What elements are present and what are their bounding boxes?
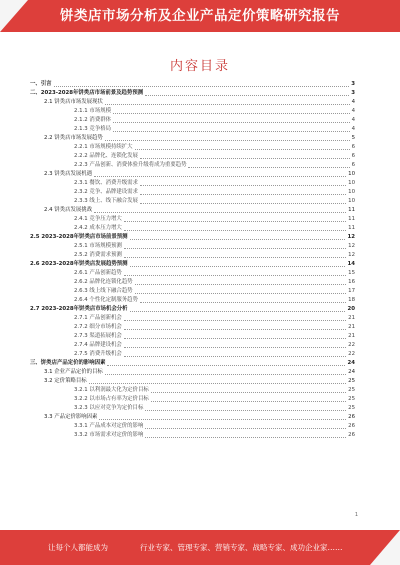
toc-entry-page: 20 — [347, 306, 355, 312]
toc-entry-label: 3.2.1 以利润最大化为定价目标 — [74, 387, 149, 393]
toc-entry[interactable] — [30, 215, 355, 224]
toc-entry-label: 2.6.1 产品创新趋势 — [74, 270, 122, 276]
toc-leader-dots — [124, 256, 346, 258]
toc-entry[interactable] — [30, 170, 355, 179]
toc-entry-label: 2.1.1 市场规模 — [74, 108, 111, 114]
toc-entry[interactable] — [30, 260, 355, 269]
toc-entry[interactable] — [30, 224, 355, 233]
toc-leader-dots — [113, 130, 350, 132]
toc-entry-page: 4 — [351, 99, 355, 105]
toc-leader-dots — [188, 166, 349, 168]
toc-entry-page: 25 — [348, 387, 355, 393]
toc-entry-label: 2.1.3 竞争格局 — [74, 126, 111, 132]
toc-entry-label: 3.1 企业产品定价的目标 — [44, 369, 103, 375]
toc-leader-dots — [140, 184, 346, 186]
toc-entry-label: 2.7.5 消费升级机会 — [74, 351, 122, 357]
toc-entry[interactable] — [30, 233, 355, 242]
toc-entry[interactable] — [30, 368, 355, 377]
toc-leader-dots — [54, 85, 350, 87]
toc-entry-label: 2.7.2 细分市场机会 — [74, 324, 122, 330]
toc-entry[interactable] — [30, 179, 355, 188]
toc-entry[interactable] — [30, 413, 355, 422]
toc-entry-page: 26 — [348, 432, 355, 438]
toc-entry-label: 三、饼类店产品定价的影响因素 — [30, 360, 106, 366]
toc-entry-page: 4 — [351, 108, 355, 114]
toc-leader-dots — [124, 220, 346, 222]
toc-leader-dots — [113, 112, 350, 114]
toc-entry[interactable] — [30, 161, 355, 170]
toc-entry-page: 6 — [351, 144, 355, 150]
toc-entry-page: 21 — [348, 333, 355, 339]
toc-leader-dots — [130, 310, 346, 312]
toc-entry[interactable] — [30, 242, 355, 251]
toc-entry[interactable] — [30, 206, 355, 215]
toc-entry[interactable] — [30, 341, 355, 350]
toc-leader-dots — [135, 148, 350, 150]
toc-entry-page: 26 — [348, 423, 355, 429]
toc-entry[interactable] — [30, 422, 355, 431]
toc-entry-page: 10 — [348, 198, 355, 204]
toc-entry-page: 11 — [348, 216, 355, 222]
footer-corner — [370, 530, 400, 565]
toc-leader-dots — [94, 175, 346, 177]
toc-entry-page: 5 — [351, 135, 355, 141]
toc-entry[interactable] — [30, 377, 355, 386]
toc-entry-page: 25 — [348, 405, 355, 411]
toc-entry[interactable] — [30, 98, 355, 107]
toc-entry[interactable] — [30, 116, 355, 125]
toc-entry-page: 22 — [348, 351, 355, 357]
toc-leader-dots — [130, 265, 346, 267]
toc-entry-page: 16 — [348, 279, 355, 285]
toc-entry-page: 10 — [348, 171, 355, 177]
toc-entry[interactable] — [30, 431, 355, 440]
toc-entry-label: 2.2 饼类店市场发展趋势 — [44, 135, 103, 141]
table-of-contents — [30, 80, 355, 440]
toc-entry-page: 24 — [347, 360, 355, 366]
toc-entry-page: 15 — [348, 270, 355, 276]
toc-entry-label: 2.6 2023-2028年饼类店发展趋势预测 — [30, 261, 128, 267]
toc-entry[interactable] — [30, 296, 355, 305]
toc-entry-label: 一、引言 — [30, 81, 52, 87]
toc-entry-label: 二、2023-2028年饼类店市场前景及趋势预测 — [30, 90, 144, 96]
toc-leader-dots — [140, 301, 346, 303]
toc-entry-label: 2.6.2 品牌化连锁化趋势 — [74, 279, 133, 285]
toc-entry-page: 21 — [348, 324, 355, 330]
toc-entry-page: 25 — [348, 378, 355, 384]
toc-entry-page: 6 — [351, 162, 355, 168]
toc-entry[interactable] — [30, 278, 355, 287]
toc-entry-label: 2.3.1 餐饮、消费升级需求 — [74, 180, 138, 186]
toc-entry-page: 11 — [348, 207, 355, 213]
toc-entry[interactable] — [30, 125, 355, 134]
toc-entry-label: 2.1 饼类店市场发展现状 — [44, 99, 103, 105]
toc-entry[interactable] — [30, 314, 355, 323]
toc-entry-label: 2.2.2 品牌化、连锁化发展 — [74, 153, 138, 159]
toc-entry-page: 11 — [348, 225, 355, 231]
toc-leader-dots — [140, 193, 346, 195]
toc-leader-dots — [145, 436, 346, 438]
toc-entry[interactable] — [30, 332, 355, 341]
toc-entry-label: 2.5.1 市场规模预测 — [74, 243, 122, 249]
toc-entry[interactable] — [30, 152, 355, 161]
toc-leader-dots — [94, 211, 346, 213]
toc-leader-dots — [124, 337, 346, 339]
toc-entry-page: 6 — [351, 153, 355, 159]
toc-entry[interactable] — [30, 89, 355, 98]
toc-leader-dots — [145, 94, 349, 96]
toc-leader-dots — [124, 346, 346, 348]
toc-entry[interactable] — [30, 143, 355, 152]
toc-entry[interactable] — [30, 251, 355, 260]
toc-entry-label: 2.3 饼类店发展机遇 — [44, 171, 93, 177]
toc-leader-dots — [105, 373, 346, 375]
toc-leader-dots — [145, 409, 346, 411]
toc-entry[interactable] — [30, 305, 355, 314]
toc-entry-page: 14 — [347, 261, 355, 267]
toc-entry-label: 2.4.2 成本压力增大 — [74, 225, 122, 231]
toc-entry-label: 3.3 产品定价影响因素 — [44, 414, 98, 420]
toc-entry[interactable] — [30, 188, 355, 197]
toc-leader-dots — [124, 274, 346, 276]
toc-leader-dots — [135, 292, 347, 294]
toc-entry-label: 2.7.4 品牌建设机会 — [74, 342, 122, 348]
toc-entry[interactable] — [30, 134, 355, 143]
toc-entry-label: 2.5.2 消费需求预测 — [74, 252, 122, 258]
toc-entry-page: 22 — [348, 342, 355, 348]
toc-entry-page: 3 — [351, 90, 355, 96]
toc-entry-page: 3 — [351, 81, 355, 87]
toc-leader-dots — [145, 427, 346, 429]
toc-entry-page: 4 — [351, 126, 355, 132]
toc-leader-dots — [107, 364, 345, 366]
toc-entry-label: 3.2.2 以市场占有率为定价目标 — [74, 396, 149, 402]
toc-entry-page: 12 — [348, 252, 355, 258]
toc-entry-label: 2.6.4 个性化定制服务趋势 — [74, 297, 138, 303]
toc-entry-label: 2.6.3 线上线下融合趋势 — [74, 288, 133, 294]
toc-entry[interactable] — [30, 404, 355, 413]
toc-entry-label: 2.7.1 产品创新机会 — [74, 315, 122, 321]
toc-leader-dots — [130, 238, 346, 240]
toc-entry-label: 2.4.1 竞争压力增大 — [74, 216, 122, 222]
toc-leader-dots — [151, 400, 346, 402]
toc-leader-dots — [124, 229, 346, 231]
toc-leader-dots — [140, 157, 350, 159]
toc-leader-dots — [124, 247, 346, 249]
toc-entry-page: 18 — [348, 297, 355, 303]
toc-entry-label: 2.4 饼类店发展挑战 — [44, 207, 93, 213]
toc-entry-label: 2.3.3 线上、线下融合发展 — [74, 198, 138, 204]
report-title: 饼类店市场分析及企业产品定价策略研究报告 — [60, 8, 340, 24]
footer-roles: 行业专家、管理专家、营销专家、战略专家、成功企业家…… — [140, 543, 343, 552]
footer-slogan: 让每个人都能成为 — [48, 543, 108, 552]
toc-entry-label: 2.3.2 竞争、品牌建设需求 — [74, 189, 138, 195]
toc-entry-page: 21 — [348, 315, 355, 321]
toc-leader-dots — [89, 382, 347, 384]
toc-entry-label: 2.2.1 市场规模持续扩大 — [74, 144, 133, 150]
toc-entry[interactable] — [30, 386, 355, 395]
toc-entry-page: 26 — [348, 414, 355, 420]
toc-entry-label: 2.5 2023-2028年饼类店市场前景预测 — [30, 234, 128, 240]
toc-entry[interactable] — [30, 350, 355, 359]
toc-leader-dots — [105, 139, 350, 141]
toc-entry-label: 2.1.2 消费群体 — [74, 117, 111, 123]
toc-entry-page: 17 — [348, 288, 355, 294]
toc-entry[interactable] — [30, 269, 355, 278]
toc-entry[interactable] — [30, 80, 355, 89]
header-bar — [0, 0, 400, 32]
toc-entry[interactable] — [30, 107, 355, 116]
toc-leader-dots — [124, 319, 346, 321]
toc-entry-label: 2.2.3 产品创新、消费体验升级将成为重要趋势 — [74, 162, 187, 168]
footer-bar — [0, 530, 400, 565]
toc-leader-dots — [113, 121, 350, 123]
toc-entry-page: 12 — [348, 243, 355, 249]
toc-entry-label: 3.3.2 市场需求对定价的影响 — [74, 432, 144, 438]
toc-entry-label: 2.7 2023-2028年饼类店市场机会分析 — [30, 306, 128, 312]
toc-entry-page: 12 — [347, 234, 355, 240]
page-number: 1 — [354, 512, 358, 518]
toc-entry-label: 3.2.3 以应对竞争为定价目标 — [74, 405, 144, 411]
toc-entry-label: 3.2 定价策略目标 — [44, 378, 87, 384]
toc-entry-page: 25 — [348, 396, 355, 402]
toc-heading: 内容目录 — [169, 59, 230, 74]
toc-leader-dots — [99, 418, 346, 420]
toc-leader-dots — [135, 283, 347, 285]
toc-entry[interactable] — [30, 323, 355, 332]
toc-entry-page: 24 — [348, 369, 355, 375]
toc-entry-label: 3.3.1 产品成本对定价的影响 — [74, 423, 144, 429]
toc-leader-dots — [124, 328, 346, 330]
toc-entry-page: 10 — [348, 189, 355, 195]
toc-leader-dots — [151, 391, 346, 393]
toc-leader-dots — [124, 355, 346, 357]
toc-entry[interactable] — [30, 359, 355, 368]
toc-entry-page: 4 — [351, 117, 355, 123]
toc-entry[interactable] — [30, 395, 355, 404]
toc-entry[interactable] — [30, 287, 355, 296]
toc-entry-page: 10 — [348, 180, 355, 186]
toc-entry-label: 2.7.3 渠道拓展机会 — [74, 333, 122, 339]
toc-leader-dots — [105, 103, 350, 105]
toc-entry[interactable] — [30, 197, 355, 206]
toc-leader-dots — [140, 202, 346, 204]
